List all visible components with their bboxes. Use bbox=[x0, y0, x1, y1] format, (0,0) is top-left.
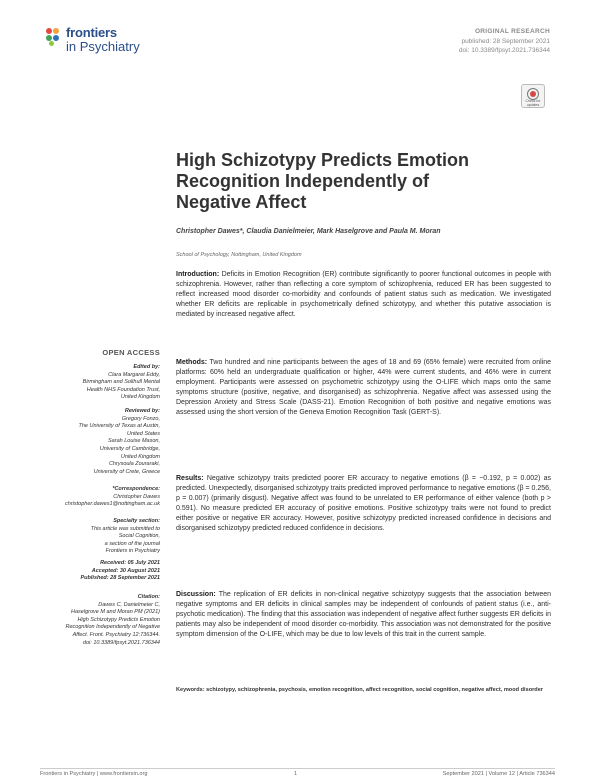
published-date: published: 28 September 2021 bbox=[461, 38, 550, 45]
edited-by bbox=[83, 364, 160, 402]
citation bbox=[66, 594, 160, 647]
reviewer-line: University of Crete, Greece bbox=[93, 468, 160, 475]
correspondence bbox=[65, 486, 160, 509]
reviewer-line: Sarah Louise Mason, bbox=[108, 438, 160, 445]
specialty-line: a section of the journal bbox=[104, 540, 160, 547]
reviewer-line: United States bbox=[126, 430, 160, 437]
article-doi[interactable]: doi: 10.3389/fpsyt.2021.736344 bbox=[458, 47, 550, 54]
abstract-introduction bbox=[176, 270, 551, 320]
reviewer-line: United Kingdom bbox=[120, 453, 160, 460]
footer-article-info: September 2021 | Volume 12 | Article 736344 bbox=[442, 771, 555, 777]
correspondence-email[interactable]: christopher.dawes1@nottingham.ac.uk bbox=[65, 501, 160, 508]
reviewer-line: Gregory Fonzo, bbox=[121, 415, 160, 422]
specialty-label: Specialty section: bbox=[113, 518, 160, 524]
footer-journal-link[interactable]: Frontiers in Psychiatry | www.frontiersin.org bbox=[40, 771, 148, 777]
abstract-methods bbox=[176, 358, 551, 418]
journal-name: in Psychiatry bbox=[66, 39, 140, 54]
title-line: High Schizotypy Predicts Emotion bbox=[176, 150, 470, 170]
badge-text: Check for updates bbox=[525, 99, 541, 107]
edited-by-label: Edited by: bbox=[133, 364, 160, 370]
editor-line: Birmingham and Solihull Mental bbox=[82, 379, 160, 386]
frontiers-logo-icon bbox=[46, 28, 64, 46]
published-date-side: Published: 28 September 2021 bbox=[80, 575, 160, 582]
specialty-line: This article was submitted to bbox=[90, 525, 160, 532]
affiliation: School of Psychology, Nottingham, United Kingdom bbox=[176, 252, 302, 258]
specialty-line: Frontiers in Psychiatry bbox=[105, 548, 160, 555]
reviewer-line: Chrysoula Zouraraki, bbox=[108, 461, 160, 468]
citation-label: Citation: bbox=[137, 594, 160, 600]
author-list[interactable]: Christopher Dawes*, Claudia Danielmeier, Mark Haselgrove and Paula M. Moran bbox=[176, 228, 441, 235]
citation-line: Affect. Front. Psychiatry 12:736344. bbox=[72, 631, 160, 638]
editor-line: Health NHS Foundation Trust, bbox=[86, 386, 160, 393]
abstract-discussion bbox=[176, 590, 551, 640]
accepted-date: Accepted: 30 August 2021 bbox=[91, 567, 160, 574]
article-type: ORIGINAL RESEARCH bbox=[474, 28, 550, 35]
reviewed-by bbox=[78, 408, 160, 476]
citation-line: Recognition Independently of Negative bbox=[65, 624, 160, 631]
footer-divider bbox=[40, 768, 555, 769]
section-text: Negative schizotypy traits predicted poorer ER accuracy to negative emotions (β = −0.192, p = 0.002) as predicted. Unexpectedly, disorganised schizotypy traits predicted improved performance to negative emotions (β = 0.256, p = 0.007) (primarily disgust). Negative affect was found to be unrelated to ER performance of either valence (both p > 0.591). No measure predicted ER accuracy of positive emotions. Positive schizotypy traits were not found to predict either positive or negative ER accuracy. However, positive schizotypy predicted increased confidence in decisions and disorganised schizotypy predicted reduced confidence in decisions. bbox=[176, 475, 551, 532]
section-label: Introduction: bbox=[176, 271, 220, 278]
article-dates bbox=[81, 560, 160, 583]
title-line: Negative Affect bbox=[176, 192, 307, 212]
editor-line: Clara Margaret Eddy, bbox=[108, 371, 160, 378]
journal-logo[interactable] bbox=[46, 25, 176, 63]
citation-line: Haselgrove M and Moran PM (2021) bbox=[71, 609, 160, 616]
keywords-text: schizotypy, schizophrenia, psychosis, emotion recognition, affect recognition, social cognition, negative affect, mood disorder bbox=[206, 687, 543, 693]
specialty-line: Social Cognition, bbox=[118, 533, 160, 540]
abstract-results bbox=[176, 474, 551, 534]
section-label: Methods: bbox=[176, 359, 208, 366]
section-text: Two hundred and nine participants between the ages of 18 and 69 (65% female) were recruited from online platforms: 60% held an undergraduate qualification or higher, 44% were current students, and 46% were in current employment. Participants were assessed on psychometric schizotypy using the O-LIFE which maps onto the same symptoms structure (positive, negative, and disorganised) as schizophrenia. Negative affect was assessed using the Depression Anxiety and Stress Scale (DASS-21). Emotion Recognition of both positive and negative emotions was assessed using the short version of the Geneva Emotion Recognition Task (GERT-S). bbox=[176, 359, 551, 416]
keywords bbox=[176, 686, 551, 694]
citation-line[interactable]: doi: 10.3389/fpsyt.2021.736344 bbox=[82, 639, 160, 646]
brand-name: frontiers bbox=[66, 25, 117, 40]
section-text: The replication of ER deficits in non-clinical negative schizotypy suggests that the association between negative symptoms and ER deficits in clinical samples may be independent of confounds of patient status (i.e., anti-psychotic medication). The finding that this association was independent of negative affect further suggests ER deficits in patients may also be independent of mood disorder co-morbidity. This association was not demonstrated for the positive symptom dimension of the O-LIFE, which may be due to low levels of this trait in the current sample. bbox=[176, 591, 551, 638]
keywords-label: Keywords: bbox=[176, 687, 205, 693]
section-label: Discussion: bbox=[176, 591, 216, 598]
page-number: 1 bbox=[294, 771, 298, 777]
check-for-updates-badge[interactable] bbox=[521, 84, 545, 108]
reviewed-by-label: Reviewed by: bbox=[124, 408, 160, 414]
reviewer-line: University of Cambridge, bbox=[99, 445, 160, 452]
title-line: Recognition Independently of bbox=[176, 171, 429, 191]
received-date: Received: 05 July 2021 bbox=[100, 560, 160, 566]
citation-line: High Schizotypy Predicts Emotion bbox=[77, 616, 160, 623]
correspondence-label: *Correspondence: bbox=[112, 486, 160, 492]
specialty-section bbox=[91, 518, 160, 556]
article-title bbox=[176, 150, 556, 213]
section-label: Results: bbox=[176, 475, 204, 482]
editor-line: United Kingdom bbox=[120, 394, 160, 401]
reviewer-line: The University of Texas at Austin, bbox=[78, 423, 160, 430]
citation-line: Dawes C, Danielmeier C, bbox=[98, 601, 160, 608]
open-access-label: OPEN ACCESS bbox=[102, 348, 160, 357]
correspondence-name: Christopher Dawes bbox=[113, 493, 160, 500]
section-text: Deficits in Emotion Recognition (ER) contribute significantly to poorer functional outcomes in people with schizophrenia. However, rather than reflecting a core symptom of schizophrenia, reduced ER has been suggested to reflect increased mood disorder co-morbidity and confounds of patient status such as medication. We investigated whether ER deficits are replicable in psychometrically defined schizotypy, and whether this putative association is mediated by increased negative affect. bbox=[176, 271, 551, 318]
